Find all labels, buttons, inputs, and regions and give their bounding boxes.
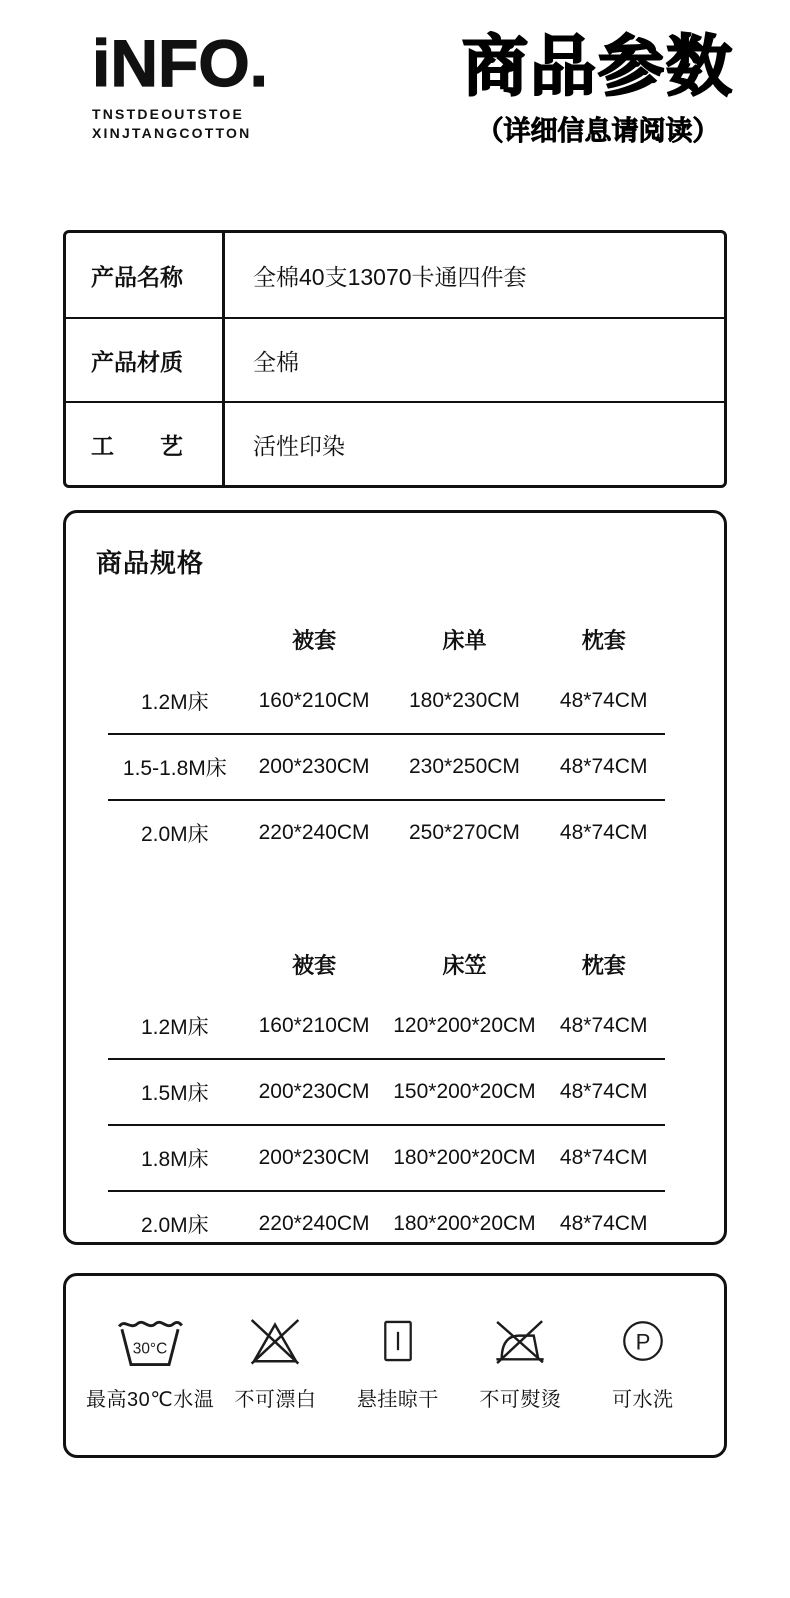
care-item bbox=[337, 1312, 459, 1412]
attribute-label: 工 艺 bbox=[66, 403, 225, 485]
svg-text:P: P bbox=[635, 1329, 651, 1355]
spec-row bbox=[108, 733, 665, 799]
hang-dry-icon bbox=[374, 1312, 422, 1370]
logo-subtext bbox=[92, 105, 268, 143]
spec-row bbox=[108, 1190, 665, 1256]
care-item bbox=[86, 1312, 214, 1412]
spec-cell: 200*230CM bbox=[258, 755, 370, 779]
page-title: 商品参数 bbox=[462, 29, 734, 103]
spec-table-sheet bbox=[108, 618, 665, 865]
spec-cell: 180*230CM bbox=[409, 689, 520, 713]
title-block bbox=[462, 30, 734, 148]
spec-cell: 200*230CM bbox=[258, 1146, 370, 1170]
spec-header-cell: 枕套 bbox=[581, 953, 626, 979]
brand-logo bbox=[92, 26, 268, 143]
spec-row bbox=[108, 799, 665, 865]
spec-section-title: 商品规格 bbox=[96, 548, 205, 579]
svg-text:30°C: 30°C bbox=[132, 1340, 168, 1358]
spec-header-cell: 被套 bbox=[292, 953, 337, 979]
spec-cell: 2.0M床 bbox=[140, 823, 209, 847]
attribute-value: 活性印染 bbox=[253, 432, 345, 459]
spec-cell: 120*200*20CM bbox=[393, 1014, 536, 1038]
care-label: 可水洗 bbox=[612, 1388, 674, 1411]
spec-cell: 48*74CM bbox=[559, 1014, 648, 1038]
spec-table-fitted bbox=[108, 943, 665, 1256]
spec-cell: 220*240CM bbox=[258, 821, 370, 845]
spec-row bbox=[108, 1058, 665, 1124]
spec-header-cell: 被套 bbox=[292, 628, 337, 654]
spec-cell: 220*240CM bbox=[258, 1212, 370, 1236]
attribute-value: 全棉 bbox=[253, 348, 299, 375]
spec-cell: 1.8M床 bbox=[140, 1148, 209, 1172]
attribute-label: 产品名称 bbox=[66, 233, 225, 317]
logo-subtext-line2: XINJTANGCOTTON bbox=[92, 124, 252, 141]
care-instructions bbox=[63, 1273, 727, 1458]
care-item bbox=[214, 1312, 336, 1412]
table-row bbox=[66, 401, 724, 485]
spec-cell: 1.2M床 bbox=[140, 1016, 209, 1040]
attribute-label: 产品材质 bbox=[66, 319, 225, 401]
header bbox=[0, 0, 790, 148]
spec-cell: 48*74CM bbox=[559, 1146, 648, 1170]
care-label: 最高30℃水温 bbox=[86, 1388, 215, 1411]
care-label: 不可漂白 bbox=[234, 1388, 317, 1411]
spec-header-row bbox=[108, 618, 665, 669]
spec-cell: 150*200*20CM bbox=[393, 1080, 536, 1104]
spec-cell: 48*74CM bbox=[559, 689, 648, 713]
care-item bbox=[459, 1312, 581, 1412]
product-attributes-table bbox=[63, 230, 727, 488]
spec-cell: 48*74CM bbox=[559, 1212, 648, 1236]
no-bleach-icon bbox=[247, 1312, 303, 1370]
logo-wordmark: iNFO. bbox=[92, 26, 268, 100]
no-iron-icon bbox=[491, 1312, 549, 1370]
spec-cell: 200*230CM bbox=[258, 1080, 370, 1104]
spec-cell: 180*200*20CM bbox=[393, 1146, 536, 1170]
spec-row bbox=[108, 994, 665, 1058]
care-item bbox=[582, 1312, 704, 1412]
spec-header-cell: 床单 bbox=[442, 628, 487, 654]
spec-header-cell: 床笠 bbox=[442, 953, 487, 979]
spec-cell: 160*210CM bbox=[258, 1014, 370, 1038]
care-label: 不可熨烫 bbox=[479, 1388, 562, 1411]
spec-row bbox=[108, 1124, 665, 1190]
spec-cell: 160*210CM bbox=[258, 689, 370, 713]
care-label: 悬挂晾干 bbox=[356, 1388, 439, 1411]
spec-cell: 230*250CM bbox=[409, 755, 520, 779]
spec-row bbox=[108, 669, 665, 733]
spec-header-row bbox=[108, 943, 665, 994]
attribute-value: 全棉40支13070卡通四件套 bbox=[253, 263, 527, 290]
spec-cell: 48*74CM bbox=[559, 755, 648, 779]
page-subtitle: （详细信息请阅读） bbox=[476, 116, 720, 147]
spec-cell: 1.5M床 bbox=[140, 1082, 209, 1106]
table-row bbox=[66, 233, 724, 317]
spec-section bbox=[63, 510, 727, 1245]
spec-cell: 250*270CM bbox=[409, 821, 520, 845]
table-row bbox=[66, 317, 724, 401]
logo-subtext-line1: TNSTDEOUTSTOE bbox=[92, 106, 245, 122]
spec-header-cell: 枕套 bbox=[581, 628, 626, 654]
spec-cell: 48*74CM bbox=[559, 821, 648, 845]
spec-cell: 48*74CM bbox=[559, 1080, 648, 1104]
spec-cell: 2.0M床 bbox=[140, 1214, 209, 1238]
spec-cell: 1.2M床 bbox=[140, 691, 209, 715]
wash-30-icon bbox=[113, 1312, 187, 1370]
spec-cell: 180*200*20CM bbox=[393, 1212, 536, 1236]
spec-cell: 1.5-1.8M床 bbox=[122, 757, 227, 781]
washable-icon bbox=[618, 1312, 668, 1370]
